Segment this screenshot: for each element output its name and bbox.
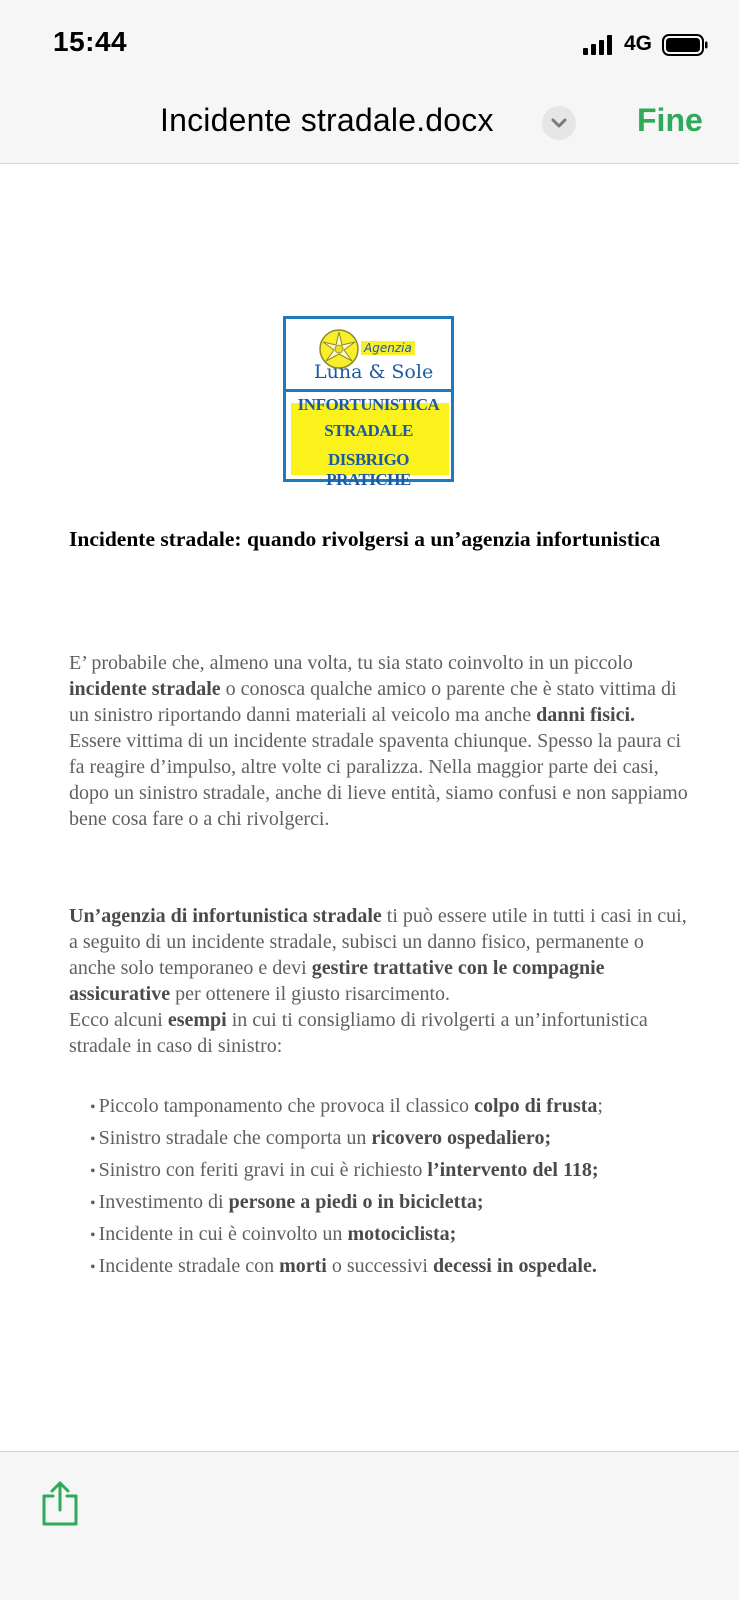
list-item-bold: motociclista; xyxy=(347,1223,457,1245)
chevron-down-icon xyxy=(542,106,576,140)
list-item xyxy=(90,1122,730,1154)
document-view[interactable] xyxy=(0,165,739,1450)
list-item-text: Sinistro stradale che comporta un xyxy=(98,1127,372,1149)
logo-line-1: INFORTUNISTICA xyxy=(297,395,440,414)
paragraph-text: in cui ti consigliamo di rivolgerti a un’infortunistica stradale in caso di sinistro: xyxy=(69,1009,648,1057)
bullet-icon: • xyxy=(90,1259,96,1276)
bold-text: incidente stradale xyxy=(69,678,221,700)
list-item-bold: l’intervento del 118; xyxy=(427,1159,599,1181)
list-item-bold: persone a piedi o in bicicletta; xyxy=(228,1191,484,1213)
bold-text: esempi xyxy=(167,1009,227,1031)
list-item-bold: decessi in ospedale. xyxy=(432,1255,597,1277)
list-item-text: ; xyxy=(597,1095,603,1117)
bullet-icon: • xyxy=(90,1227,96,1244)
logo-line-3: DISBRIGO PRATICHE xyxy=(326,450,411,489)
examples-list xyxy=(90,1090,730,1282)
status-bar xyxy=(0,0,739,90)
list-item-text: o successivi xyxy=(326,1255,433,1277)
logo-line-2: STRADALE xyxy=(324,421,413,440)
bullet-icon: • xyxy=(90,1131,96,1148)
navigation-bar xyxy=(0,90,739,164)
paragraph-2 xyxy=(69,903,689,1059)
agency-logo xyxy=(283,316,454,489)
paragraph-text: per ottenere il giusto risarcimento. xyxy=(170,983,451,1005)
list-item xyxy=(90,1250,730,1282)
list-item-text: Incidente in cui è coinvolto un xyxy=(98,1223,348,1245)
document-heading: Incidente stradale: quando rivolgersi a un’agenzia infortunistica xyxy=(69,527,661,551)
paragraph-text: Ecco alcuni xyxy=(69,1009,168,1031)
paragraph-text: o conosca qualche amico o parente che è stato vittima di un sinistro riportando danni materiali al veicolo ma anche xyxy=(69,678,677,726)
share-icon[interactable] xyxy=(40,1480,80,1528)
list-item-text: Piccolo tamponamento che provoca il classico xyxy=(98,1095,475,1117)
paragraph-text: E’ probabile che, almeno una volta, tu sia stato coinvolto in un piccolo xyxy=(69,652,633,674)
bold-text: danni fisici. xyxy=(536,704,636,726)
bold-text: gestire trattative con le compagnie assicurative xyxy=(69,957,605,1005)
list-item-bold: morti xyxy=(279,1255,327,1277)
logo-name: Luna & Sole xyxy=(314,361,434,383)
logo-header xyxy=(286,319,451,388)
paragraph-text: ti può essere utile in tutti i casi in cui, a seguito di un incidente stradale, subisci un danno fisico, permanente o anche solo temporaneo e devi xyxy=(69,905,687,979)
battery-icon xyxy=(662,34,708,56)
list-item-text: Sinistro con feriti gravi in cui è richiesto xyxy=(98,1159,428,1181)
bullet-icon: • xyxy=(90,1099,96,1116)
title-menu-button[interactable] xyxy=(542,106,576,140)
bullet-icon: • xyxy=(90,1163,96,1180)
cellular-signal-icon xyxy=(583,35,615,55)
list-item xyxy=(90,1090,730,1122)
paragraph-text: Essere vittima di un incidente stradale spaventa chiunque. Spesso la paura ci fa reagire d’impulso, altre volte ci paralizza. Nella maggior parte dei casi, dopo un sinistro stradale, anche di lieve entità, siamo confusi e non sappiamo bene cosa fare o a chi rivolgerci. xyxy=(69,730,688,830)
list-item-text: Incidente stradale con xyxy=(98,1255,280,1277)
list-item xyxy=(90,1186,730,1218)
paragraph-1 xyxy=(69,650,689,832)
logo-agenzia-label: Agenzia xyxy=(361,341,415,355)
bold-text: Un’agenzia di infortunistica stradale xyxy=(69,905,382,927)
document-title[interactable]: Incidente stradale.docx xyxy=(160,102,494,138)
logo-divider xyxy=(286,389,451,392)
list-item-bold: ricovero ospedaliero; xyxy=(371,1127,552,1149)
list-item-bold: colpo di frusta xyxy=(474,1095,598,1117)
list-item xyxy=(90,1218,730,1250)
bullet-icon: • xyxy=(90,1195,96,1212)
list-item-text: Investimento di xyxy=(98,1191,229,1213)
network-type: 4G xyxy=(624,32,653,55)
list-item xyxy=(90,1154,730,1186)
status-time: 15:44 xyxy=(53,26,128,57)
bottom-toolbar xyxy=(0,1451,739,1600)
done-button[interactable]: Fine xyxy=(637,102,703,138)
